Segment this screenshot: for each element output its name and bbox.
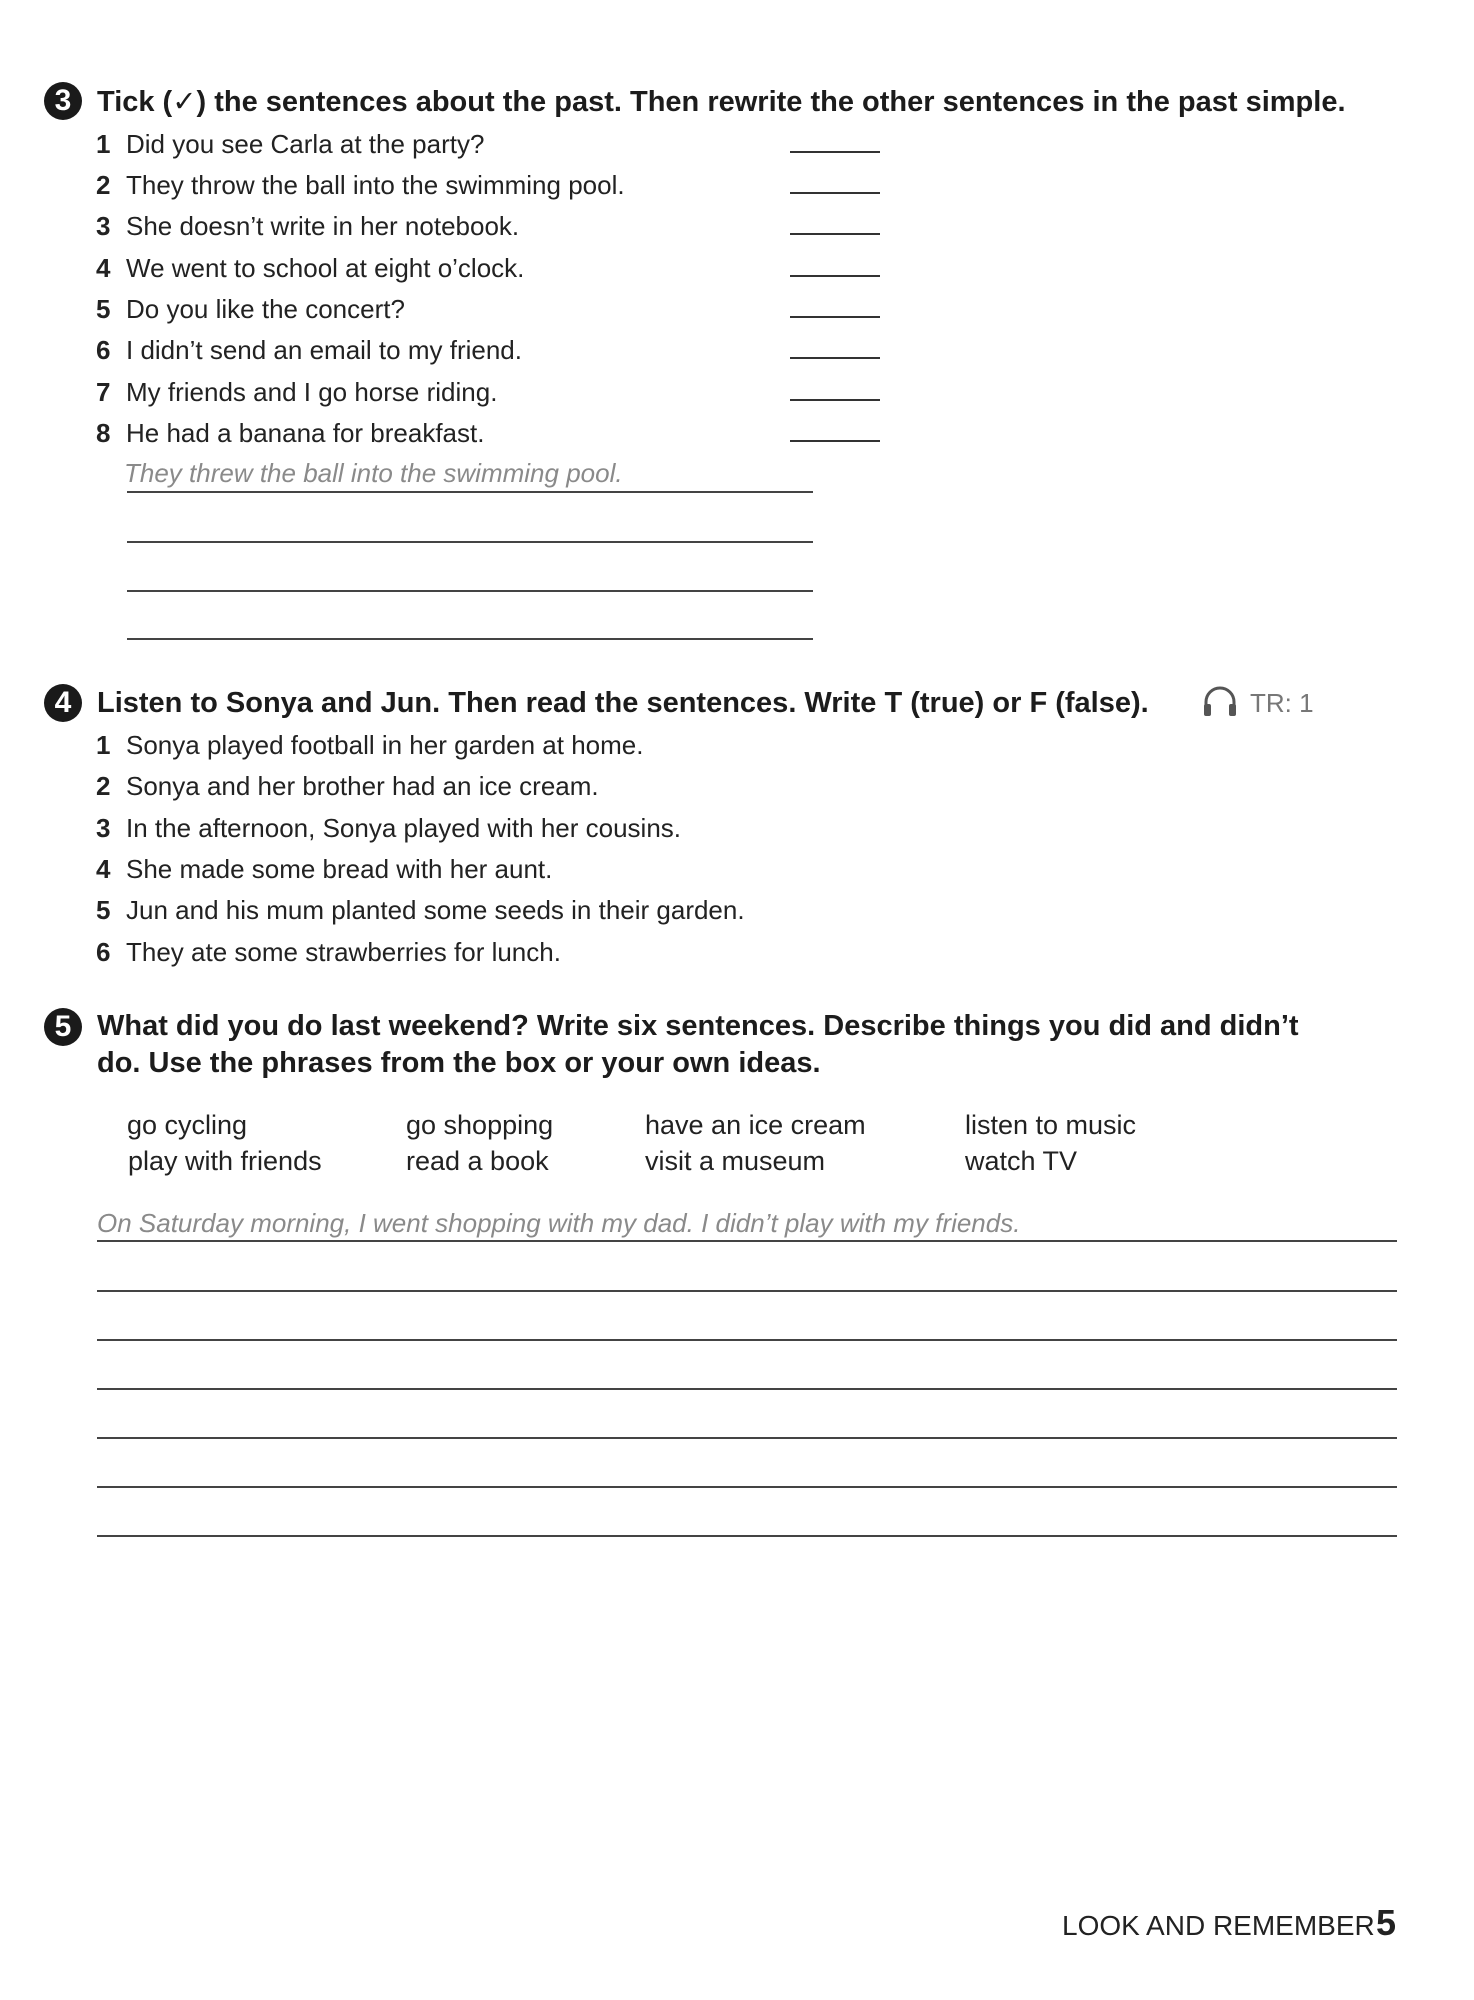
item-text: In the afternoon, Sonya played with her cousins.: [126, 813, 682, 843]
item-number: 2: [96, 170, 111, 200]
item-text: Do you like the concert?: [126, 294, 405, 324]
item-number: 1: [96, 129, 111, 159]
item-text: We went to school at eight o’clock.: [126, 253, 525, 283]
ex3-item-4: [96, 250, 524, 286]
item-text: She doesn’t write in her notebook.: [126, 211, 520, 241]
item-text: Sonya played football in her garden at home.: [126, 730, 644, 760]
exercise-3-badge: 3: [44, 82, 82, 120]
item-text: She made some bread with her aunt.: [126, 854, 553, 884]
ex3-answer-line-4[interactable]: [127, 638, 813, 640]
item-text: I didn’t send an email to my friend.: [126, 335, 522, 365]
ex3-item-2: [96, 167, 625, 203]
item-number: 7: [96, 377, 111, 407]
ex5-answer-line-5[interactable]: [97, 1437, 1397, 1439]
ex3-item-1: [96, 126, 484, 162]
footer-section-title: LOOK AND REMEMBER: [1062, 1910, 1375, 1941]
headphones-icon[interactable]: [1200, 682, 1240, 722]
tick-blank-4[interactable]: [790, 275, 880, 277]
audio-track-label: TR: 1: [1250, 688, 1314, 718]
ex5-answer-line-3[interactable]: [97, 1339, 1397, 1341]
item-number: 5: [96, 895, 111, 925]
ex4-item-1: [96, 727, 643, 763]
item-number: 6: [96, 937, 111, 967]
tick-blank-6[interactable]: [790, 357, 880, 359]
item-number: 1: [96, 730, 111, 760]
page-number: 5: [1376, 1902, 1397, 1943]
ex3-item-6: [96, 332, 522, 368]
item-text: They ate some strawberries for lunch.: [126, 937, 561, 967]
phrase-box-item: listen to music: [965, 1110, 1137, 1140]
exercise-4-instruction: Listen to Sonya and Jun. Then read the sentences. Write T (true) or F (false).: [97, 687, 1149, 719]
ex3-item-7: [96, 374, 497, 410]
ex5-answer-line-1[interactable]: [97, 1240, 1397, 1242]
item-text: Sonya and her brother had an ice cream.: [126, 771, 599, 801]
ex5-answer-line-2[interactable]: [97, 1290, 1397, 1292]
exercise-5-instruction-line-1: What did you do last weekend? Write six sentences. Describe things you did and didn’t: [97, 1010, 1299, 1042]
item-number: 3: [96, 211, 111, 241]
phrase-box-item: go shopping: [406, 1110, 554, 1140]
exercise-5-badge: 5: [44, 1008, 82, 1046]
exercise-3-instruction: Tick (✓) the sentences about the past. Then rewrite the other sentences in the past simple.: [97, 86, 1346, 118]
item-number: 4: [96, 854, 111, 884]
exercise-5-instruction-line-2: do. Use the phrases from the box or your own ideas.: [97, 1047, 821, 1079]
item-text: My friends and I go horse riding.: [126, 377, 498, 407]
ex5-answer-line-6[interactable]: [97, 1486, 1397, 1488]
ex3-item-8: [96, 415, 484, 451]
item-number: 2: [96, 771, 111, 801]
ex5-answer-line-4[interactable]: [97, 1388, 1397, 1390]
tick-blank-8[interactable]: [790, 440, 880, 442]
ex5-answer-line-7[interactable]: [97, 1535, 1397, 1537]
tick-blank-2[interactable]: [790, 192, 880, 194]
phrase-box-item: have an ice cream: [645, 1110, 866, 1140]
phrase-box-item: watch TV: [965, 1146, 1078, 1176]
item-number: 8: [96, 418, 111, 448]
phrase-box-item: visit a museum: [645, 1146, 826, 1176]
phrase-box-item: read a book: [406, 1146, 549, 1176]
item-number: 3: [96, 813, 111, 843]
item-text: Did you see Carla at the party?: [126, 129, 485, 159]
item-text: He had a banana for breakfast.: [126, 418, 485, 448]
item-text: Jun and his mum planted some seeds in their garden.: [126, 895, 745, 925]
tick-blank-1[interactable]: [790, 151, 880, 153]
ex4-item-6: [96, 934, 561, 970]
ex4-item-2: [96, 768, 599, 804]
ex4-item-3: [96, 810, 681, 846]
ex3-answer-line-2[interactable]: [127, 541, 813, 543]
ex3-item-5: [96, 291, 405, 327]
phrase-box-item: play with friends: [128, 1146, 322, 1176]
ex3-answer-line-1[interactable]: [127, 491, 813, 493]
ex3-item-3: [96, 208, 519, 244]
tick-blank-7[interactable]: [790, 399, 880, 401]
tick-blank-5[interactable]: [790, 316, 880, 318]
item-text: They throw the ball into the swimming pool.: [126, 170, 625, 200]
ex3-example-answer: They threw the ball into the swimming pool.: [124, 458, 623, 488]
exercise-4-badge: 4: [44, 684, 82, 722]
ex4-item-5: [96, 892, 745, 928]
item-number: 4: [96, 253, 111, 283]
item-number: 6: [96, 335, 111, 365]
phrase-box-item: go cycling: [127, 1110, 248, 1140]
ex5-example-answer: On Saturday morning, I went shopping with my dad. I didn’t play with my friends.: [97, 1208, 1021, 1238]
ex4-item-4: [96, 851, 552, 887]
tick-blank-3[interactable]: [790, 233, 880, 235]
ex3-answer-line-3[interactable]: [127, 590, 813, 592]
item-number: 5: [96, 294, 111, 324]
